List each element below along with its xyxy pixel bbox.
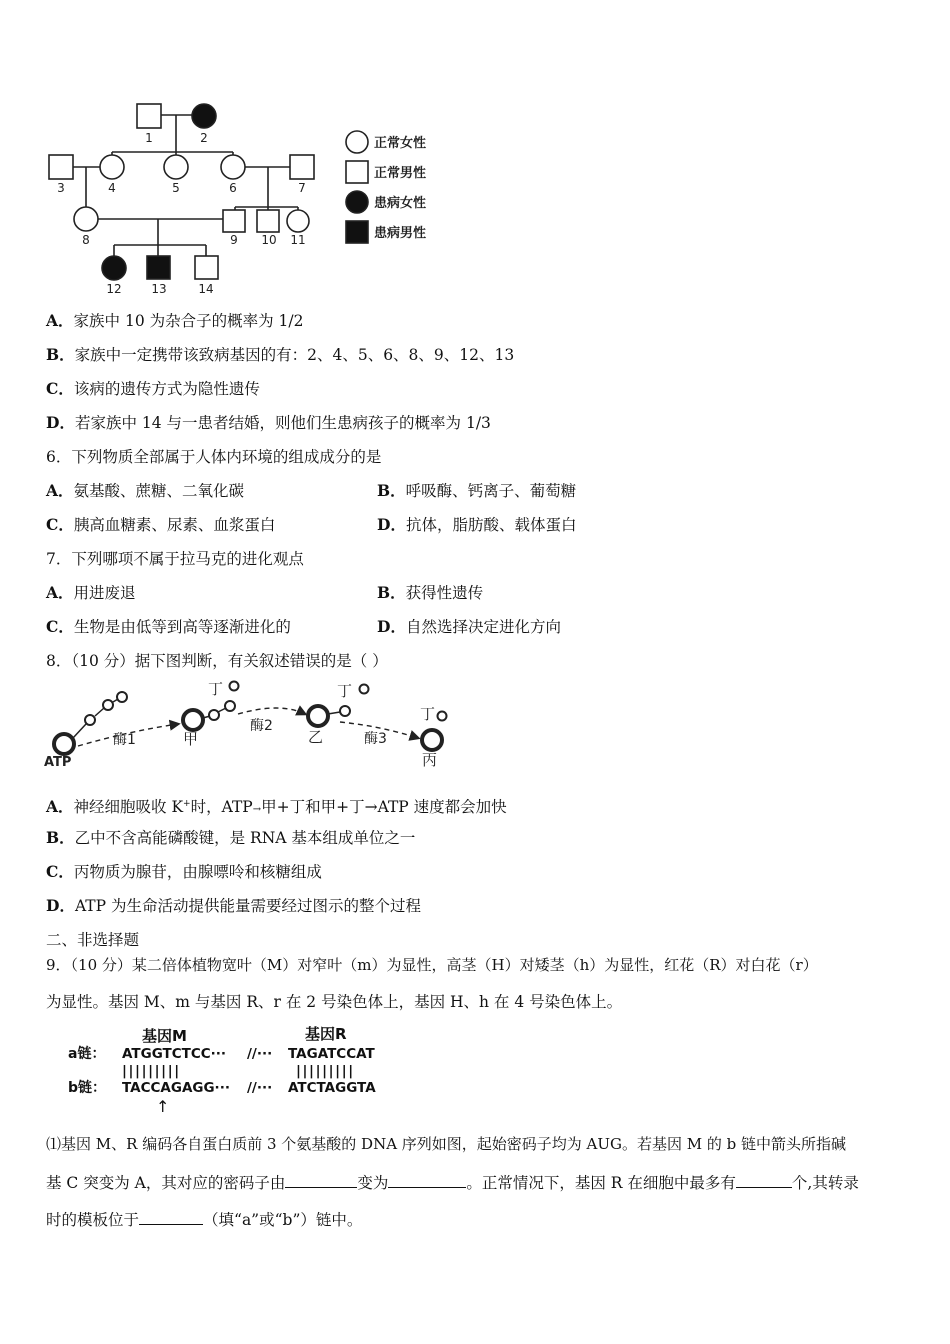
person-12-affected-female [102, 256, 126, 280]
legend-normal-male-symbol [346, 161, 368, 183]
q6-option-d: D．抗体，脂肪酸、载体蛋白 [377, 515, 577, 534]
q6-stem: 6．下列物质全部属于人体内环境的组成成分的是 [46, 448, 382, 466]
legend-affected-female: 患病女性 [374, 196, 427, 211]
q9-stem-line1: 9．（10 分）某二倍体植物宽叶（M）对窄叶（m）为显性，高茎（H）对矮茎（h）为显性，红花（R）对白花（r） [46, 956, 818, 974]
legend-normal-female: 正常女性 [374, 136, 427, 151]
legend-affected-male-symbol [346, 221, 368, 243]
b-chain-sep: //··· [247, 1080, 273, 1096]
answer-blank-template-chain[interactable] [139, 1210, 203, 1225]
label-11: 11 [290, 233, 306, 247]
ding-label-3: 丁 [420, 705, 436, 723]
answer-blank-codon-after[interactable] [388, 1173, 466, 1188]
a-chain-sep: //··· [247, 1046, 273, 1062]
bonds-right: ||||||||| [296, 1063, 355, 1079]
q9-sub1-line1: ⑴基因 M、R 编码各自蛋白质前 3 个氨基酸的 DNA 序列如图，起始密码子均为 AUG。若基因 M 的 b 链中箭头所指碱 [46, 1135, 847, 1153]
mutation-arrow-icon: ↑ [156, 1097, 170, 1116]
q5-option-b: B．家族中一定携带该致病基因的有：2、4、5、6、8、9、12、13 [46, 345, 515, 364]
q5-option-d: D．若家族中 14 与一患者结婚，则他们生患病孩子的概率为 1/3 [46, 413, 491, 432]
person-1-normal-male [137, 104, 161, 128]
a-chain-left: ATGGTCTCC··· [122, 1046, 227, 1062]
yi-phosphate [340, 706, 350, 716]
q7-stem: 7．下列哪项不属于拉马克的进化观点 [46, 550, 304, 568]
enzyme3-label: 酶3 [364, 731, 387, 747]
a-chain-right: TAGATCCAT [288, 1046, 375, 1062]
q7-option-b: B．获得性遗传 [377, 583, 484, 602]
ding-phosphate-3 [438, 712, 447, 721]
q9-sub1-line2: 基 C 突变为 A，其对应的密码子由 变为 。正常情况下，基因 R 在细胞中最多有 个,其转录 [46, 1174, 859, 1192]
enzyme2-arrow [238, 708, 305, 714]
b-chain-left: TACCAGAGG··· [122, 1080, 230, 1096]
person-9-normal-male [223, 210, 245, 232]
enzyme2-label: 酶2 [250, 718, 273, 734]
b-chain-right: ATCTAGGTA [288, 1080, 376, 1096]
jia-phosphate-1 [209, 710, 219, 720]
atp-phosphate-3 [117, 692, 127, 702]
q9-sub1-line3: 时的模板位于 （填“a”或“b”）链中。 [46, 1211, 363, 1229]
person-2-affected-female [192, 104, 216, 128]
label-9: 9 [230, 233, 238, 247]
label-2: 2 [200, 131, 208, 145]
answer-blank-codon-before[interactable] [285, 1173, 357, 1188]
person-13-affected-male [147, 256, 170, 279]
label-10: 10 [261, 233, 277, 247]
ding-label-2: 丁 [337, 682, 353, 700]
atp-phosphate-1 [85, 715, 95, 725]
person-8-normal-female [74, 207, 98, 231]
q6-option-c: C．胰高血糖素、尿素、血浆蛋白 [46, 515, 276, 534]
q7-option-c: C．生物是由低等到高等逐渐进化的 [46, 617, 291, 636]
label-3: 3 [57, 181, 65, 195]
ding-label-1: 丁 [208, 680, 224, 698]
label-12: 12 [106, 282, 122, 296]
q8-option-b: B．乙中不含高能磷酸键，是 RNA 基本组成单位之一 [46, 828, 416, 847]
q7-option-a: A．用进废退 [46, 583, 136, 602]
bing-label: 丙 [422, 751, 438, 769]
label-7: 7 [298, 181, 306, 195]
a-chain-label: a链： [68, 1046, 106, 1062]
bing-circle [422, 730, 442, 750]
legend-normal-female-symbol [346, 131, 368, 153]
q5-option-a: A．家族中 10 为杂合子的概率为 1/2 [46, 311, 304, 330]
b-chain-label: b链： [68, 1080, 107, 1096]
atp-hydrolysis-diagram [40, 676, 460, 776]
person-7-normal-male [290, 155, 314, 179]
q7-option-d: D．自然选择决定进化方向 [377, 617, 561, 636]
atp-phosphate-2 [103, 700, 113, 710]
bonds-left: ||||||||| [122, 1063, 181, 1079]
label-6: 6 [229, 181, 237, 195]
label-4: 4 [108, 181, 116, 195]
legend-normal-male: 正常男性 [374, 166, 427, 181]
label-5: 5 [172, 181, 180, 195]
answer-blank-gene-count[interactable] [736, 1173, 792, 1188]
person-5-normal-female [164, 155, 188, 179]
person-4-normal-female [100, 155, 124, 179]
enzyme1-label: 酶1 [113, 732, 136, 748]
q6-option-b: B．呼吸酶、钙离子、葡萄糖 [377, 481, 577, 500]
q8-option-d: D．ATP 为生命活动提供能量需要经过图示的整个过程 [46, 896, 421, 915]
yi-label: 乙 [308, 728, 324, 746]
jia-label: 甲 [183, 730, 199, 748]
atp-label: ATP [44, 755, 72, 770]
legend-affected-male: 患病男性 [374, 226, 427, 241]
person-10-normal-male [257, 210, 279, 232]
person-11-normal-female [287, 210, 309, 232]
label-13: 13 [151, 282, 167, 296]
q8-option-a: A．神经细胞吸收 K+时，ATP→甲+丁和甲+丁→ATP 速度都会加快 [46, 797, 507, 817]
q9-stem-line2: 为显性。基因 M、m 与基因 R、r 在 2 号染色体上，基因 H、h 在 4 号染色体上。 [46, 993, 623, 1011]
q5-option-c: C．该病的遗传方式为隐性遗传 [46, 379, 260, 398]
person-3-normal-male [49, 155, 73, 179]
ding-phosphate-2 [360, 685, 369, 694]
gene-m-label: 基因M [142, 1027, 187, 1045]
label-14: 14 [198, 282, 214, 296]
q8-stem: 8．（10 分）据下图判断，有关叙述错误的是（ ） [46, 652, 388, 670]
jia-circle [183, 710, 203, 730]
q8-option-c: C．丙物质为腺苷，由腺嘌呤和核糖组成 [46, 862, 322, 881]
jia-phosphate-2 [225, 701, 235, 711]
ding-phosphate-1 [230, 682, 239, 691]
person-6-normal-female [221, 155, 245, 179]
label-8: 8 [82, 233, 90, 247]
dna-sequence-figure [60, 1022, 420, 1117]
yi-circle [308, 706, 328, 726]
section-heading: 二、非选择题 [46, 931, 140, 949]
pedigree-chart [40, 95, 450, 300]
person-14-normal-male [195, 256, 218, 279]
label-1: 1 [145, 131, 153, 145]
legend-affected-female-symbol [346, 191, 368, 213]
gene-r-label: 基因R [305, 1025, 347, 1043]
atp-adenosine-circle [54, 734, 74, 754]
q6-option-a: A．氨基酸、蔗糖、二氧化碳 [46, 481, 245, 500]
